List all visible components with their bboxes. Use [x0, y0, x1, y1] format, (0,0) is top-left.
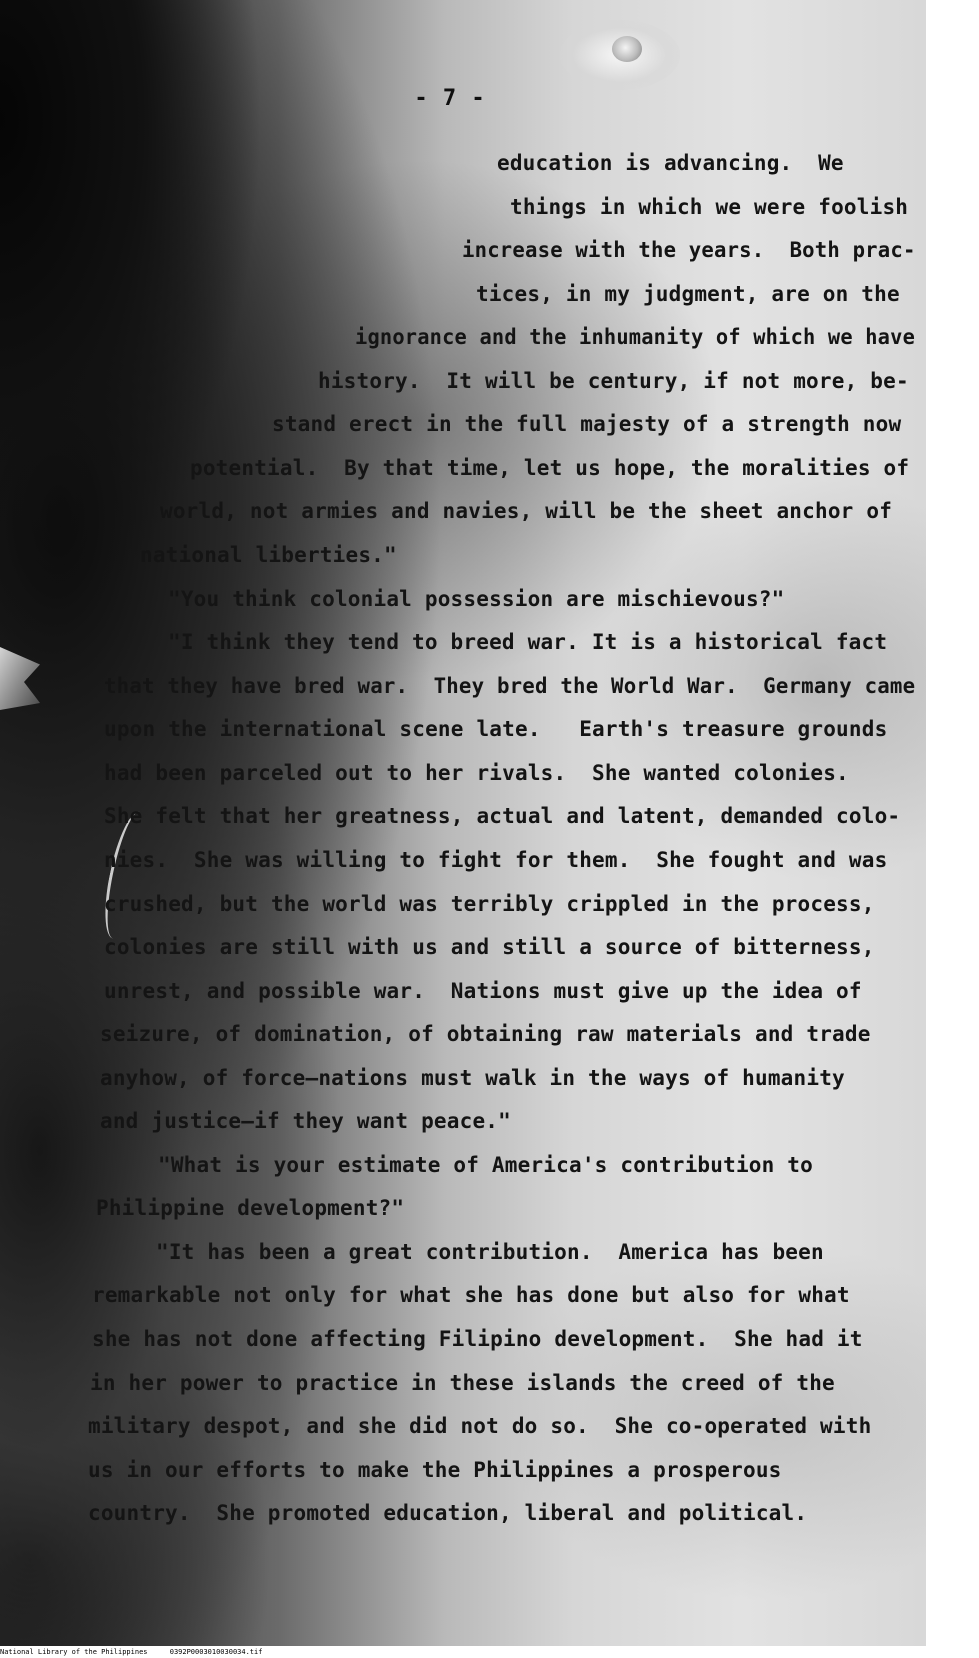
punch-hole	[612, 36, 642, 62]
page-number: - 7 -	[414, 86, 486, 111]
text-line: nies. She was willing to fight for them. She fought and was	[104, 848, 888, 872]
text-line: things in which we were foolish	[510, 195, 909, 219]
text-line: colonies are still with us and still a source of bitterness,	[104, 935, 875, 959]
text-line: history. It will be century, if not more, be-	[318, 369, 909, 393]
text-line: had been parceled out to her rivals. She wanted colonies.	[104, 761, 849, 785]
text-line: she has not done affecting Filipino development. She had it	[92, 1327, 863, 1351]
text-line: military despot, and she did not do so. She co-operated with	[88, 1414, 872, 1438]
text-line: Philippine development?"	[96, 1196, 405, 1220]
text-line: "What is your estimate of America's contribution to	[158, 1153, 813, 1177]
text-line: "It has been a great contribution. America has been	[156, 1240, 824, 1264]
text-line: that they have bred war. They bred the World War. Germany came	[104, 674, 916, 698]
text-line: and justice—if they want peace."	[100, 1109, 511, 1133]
text-line: national liberties."	[140, 543, 397, 567]
scan-footer	[0, 1646, 979, 1658]
text-line: tices, in my judgment, are on the	[476, 282, 900, 306]
text-line: "You think colonial possession are mischievous?"	[168, 587, 785, 611]
text-line: upon the international scene late. Earth's treasure grounds	[104, 717, 888, 741]
text-line: remarkable not only for what she has done but also for what	[92, 1283, 850, 1307]
file-name-label: 0392P0003010030034.tif	[169, 1648, 263, 1656]
text-line: "I think they tend to breed war. It is a historical fact	[168, 630, 888, 654]
library-label: National Library of the Philippines	[0, 1648, 148, 1656]
text-line: world, not armies and navies, will be the sheet anchor of	[160, 499, 893, 523]
text-line: us in our efforts to make the Philippines a prosperous	[88, 1458, 782, 1482]
text-line: increase with the years. Both prac-	[462, 238, 916, 262]
text-line: stand erect in the full majesty of a strength now	[272, 412, 902, 436]
text-line: ignorance and the inhumanity of which we have	[355, 325, 916, 349]
text-line: in her power to practice in these islands the creed of the	[90, 1371, 835, 1395]
text-line: seizure, of domination, of obtaining raw materials and trade	[100, 1022, 871, 1046]
text-line: crushed, but the world was terribly crippled in the process,	[104, 892, 875, 916]
text-line: She felt that her greatness, actual and latent, demanded colo-	[104, 804, 901, 828]
text-line: potential. By that time, let us hope, the moralities of	[190, 456, 910, 480]
text-line: education is advancing. We	[497, 151, 844, 175]
text-line: anyhow, of force—nations must walk in the ways of humanity	[100, 1066, 845, 1090]
text-line: country. She promoted education, liberal and political.	[88, 1501, 808, 1525]
text-line: unrest, and possible war. Nations must give up the idea of	[104, 979, 862, 1003]
